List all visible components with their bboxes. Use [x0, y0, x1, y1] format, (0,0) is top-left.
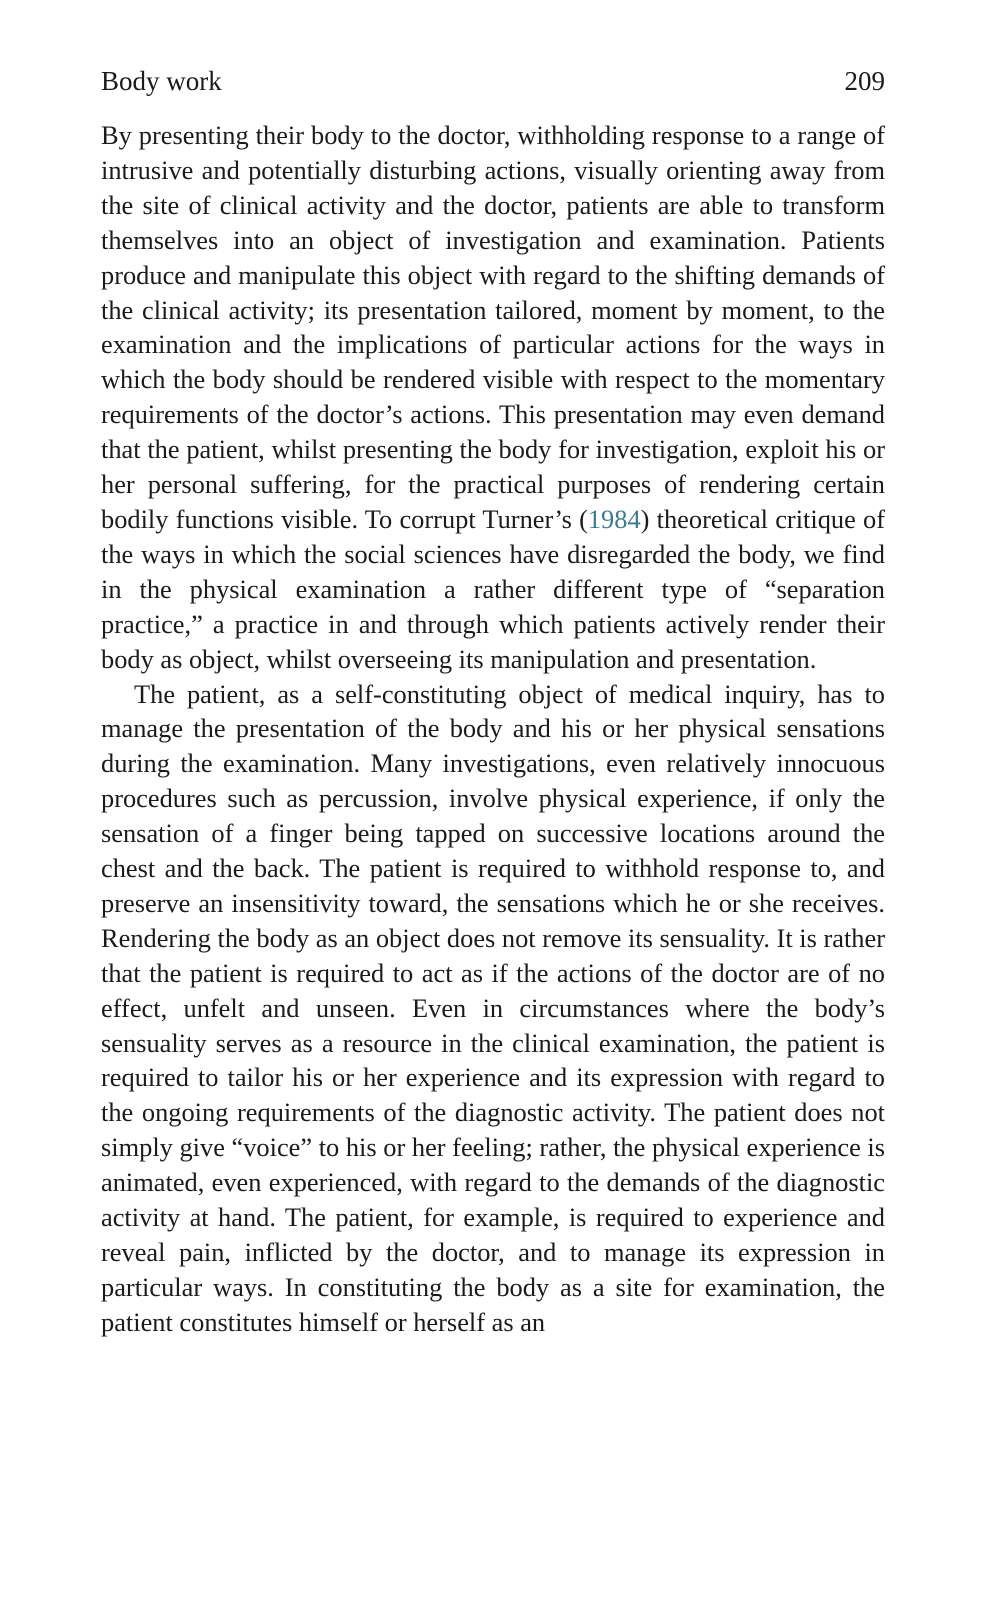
citation-link-turner-1984[interactable]: 1984 [587, 503, 641, 534]
running-title: Body work [101, 66, 222, 96]
book-page [101, 62, 885, 1340]
page-number: 209 [844, 66, 885, 96]
paragraph-1 [101, 118, 885, 677]
paragraph-1-text-after-citation: ) theoretical critique of the ways in which the social sciences have disregarded the body, we find in the physical examination a rather different type of “separation practice,” a practice in and through which patients actively render their body as object, whilst overseeing its manipulation and presentation. [101, 503, 886, 674]
paragraph-1-text-before-citation: By presenting their body to the doctor, withholding response to a range of intrusive and potentially disturbing actions, visually orienting away from the site of clinical activity and the doctor, patients are able to transform themselves into an object of investigation and examination. Patients produce and manipulate this object with regard to the shifting demands of the clinical activity; its presentation tailored, moment by moment, to the examination and the implications of particular actions for the ways in which the body should be rendered visible with respect to the momentary requirements of the doctor’s actions. This presentation may even demand that the patient, whilst presenting the body for investigation, exploit his or her personal suffering, for the practical purposes of rendering certain bodily functions visible. To corrupt Turner’s ( [101, 120, 885, 534]
body-text [101, 118, 885, 1340]
paragraph-2: The patient, as a self-constituting object of medical inquiry, has to manage the presentation of the body and his or her physical sensations during the examination. Many investigations, even relatively innocuous procedures such as percussion, involve physical experience, if only the sensation of a finger being tapped on successive locations around the chest and the back. The patient is required to withhold response to, and preserve an insensitivity toward, the sensations which he or she receives. Rendering the body as an object does not remove its sensuality. It is rather that the patient is required to act as if the actions of the doctor are of no effect, unfelt and unseen. Even in circumstances where the body’s sensuality serves as a resource in the clinical examination, the patient is required to tailor his or her experience and its expression with regard to the ongoing requirements of the diagnostic activity. The patient does not simply give “voice” to his or her feeling; rather, the physical experience is animated, even experienced, with regard to the demands of the diagnostic activity at hand. The patient, for example, is required to experience and reveal pain, inflicted by the doctor, and to manage its expression in particular ways. In constituting the body as a site for examination, the patient constitutes himself or herself as an [101, 678, 885, 1337]
running-header [101, 62, 885, 100]
